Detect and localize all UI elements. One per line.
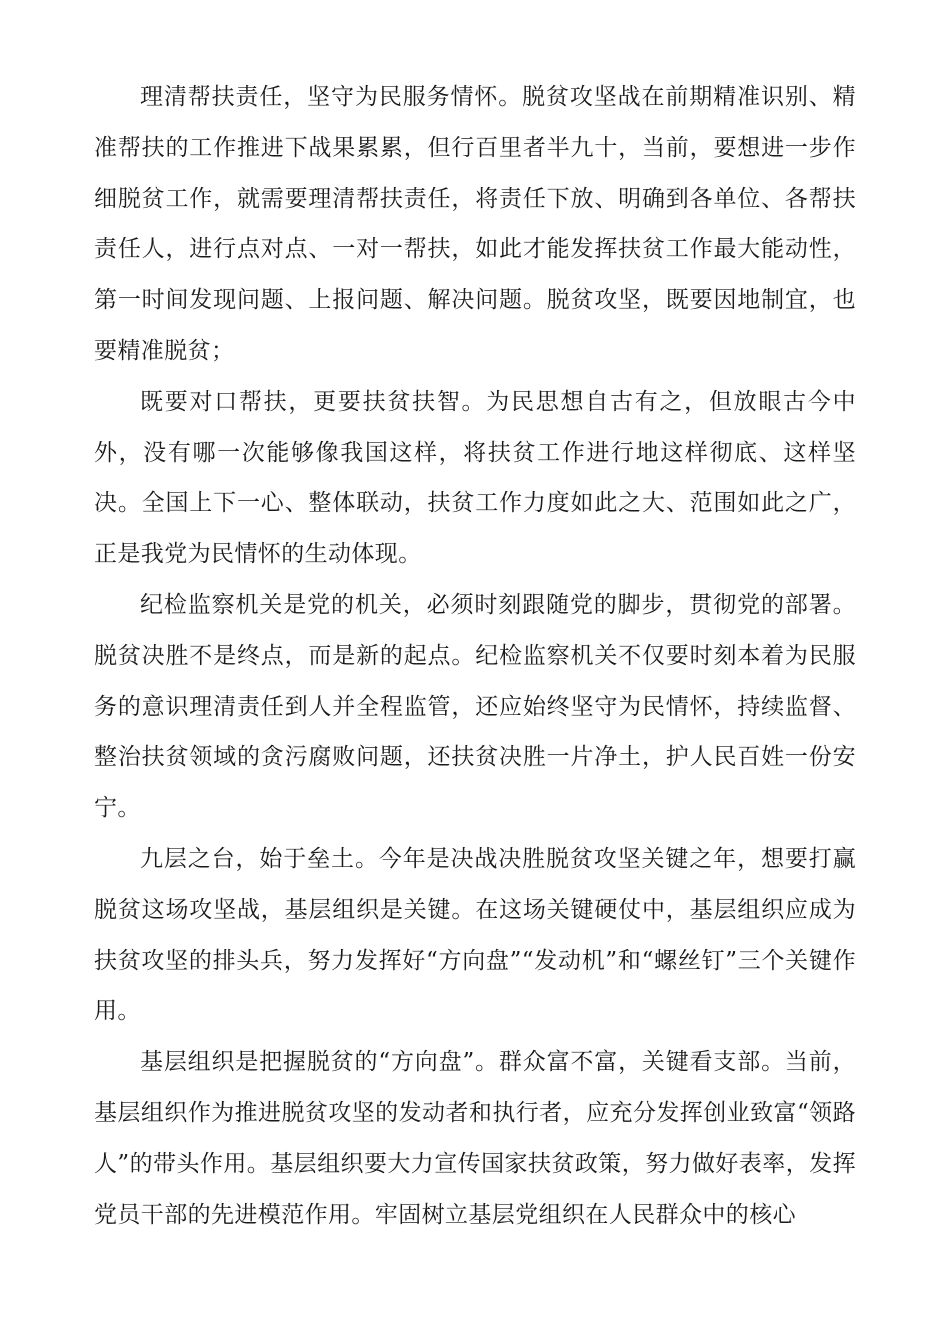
paragraph-1: 理清帮扶责任，坚守为民服务情怀。脱贫攻坚战在前期精准识别、精准帮扶的工作推进下战果累累，但行百里者半九十，当前，要想进一步作细脱贫工作，就需要理清帮扶责任，将责任下放、明确到各单位、各帮扶责任人，进行点对点、一对一帮扶，如此才能发挥扶贫工作最大能动性，第一时间发现问题、上报问题、解决问题。脱贫攻坚，既要因地制宜，也要精准脱贫； (94, 84, 856, 364)
paragraph-5: 基层组织是把握脱贫的“方向盘”。群众富不富，关键看支部。当前，基层组织作为推进脱贫攻坚的发动者和执行者，应充分发挥创业致富“领路人”的带头作用。基层组织要大力宣传国家扶贫政策，努力做好表率，发挥党员干部的先进模范作用。牢固树立基层党组织在人民群众中的核心 (94, 1049, 856, 1228)
paragraph-3: 纪检监察机关是党的机关，必须时刻跟随党的脚步，贯彻党的部署。脱贫决胜不是终点，而是新的起点。纪检监察机关不仅要时刻本着为民服务的意识理清责任到人并全程监管，还应始终坚守为民情怀，持续监督、整治扶贫领域的贪污腐败问题，还扶贫决胜一片净土，护人民百姓一份安宁。 (94, 591, 856, 822)
paragraph-4: 九层之台，始于垒土。今年是决战决胜脱贫攻坚关键之年，想要打赢脱贫这场攻坚战，基层组织是关键。在这场关键硬仗中，基层组织应成为扶贫攻坚的排头兵，努力发挥好“方向盘”“发动机”和“螺丝钉”三个关键作用。 (94, 845, 856, 1025)
paragraph-2: 既要对口帮扶，更要扶贫扶智。为民思想自古有之，但放眼古今中外，没有哪一次能够像我国这样，将扶贫工作进行地这样彻底、这样坚决。全国上下一心、整体联动，扶贫工作力度如此之大、范围如此之广，正是我党为民情怀的生动体现。 (94, 388, 856, 568)
